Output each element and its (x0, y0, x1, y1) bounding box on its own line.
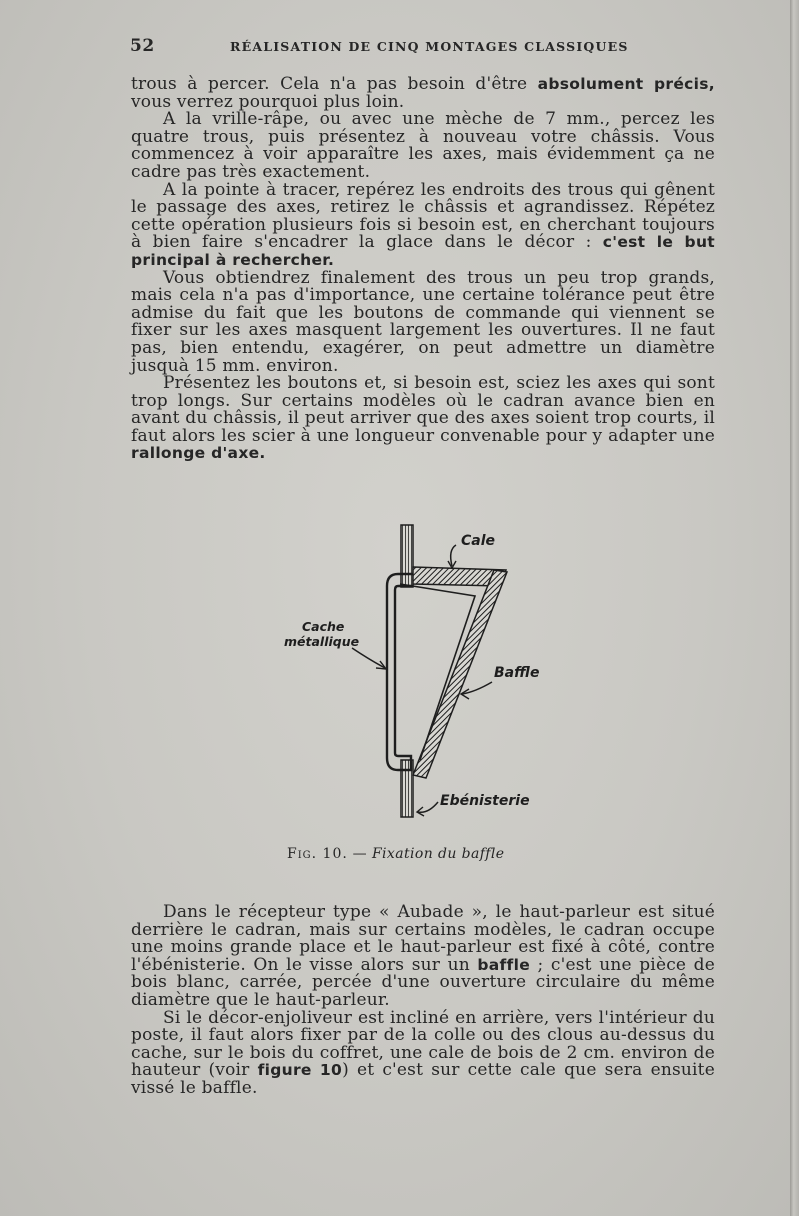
emphasis: c'est le but principal à rechercher. (131, 233, 715, 269)
paragraph: Vous obtiendrez finalement des trous un peu trop grands, mais cela n'a pas d'importance, une certaine tolérance peut être admise du fait que les boutons de commande qui viennent se fixer sur les axes masquent largement les ouvertures. Il ne faut pas, bien entendu, exagérer, on peut admettre un diamètre jusquà 15 mm. environ. (131, 267, 715, 376)
label-baffle: Baffle (494, 665, 540, 681)
page-header (130, 36, 720, 58)
page-number: 52 (130, 36, 155, 56)
figure-baffle-mounting (270, 520, 570, 830)
emphasis: rallonge d'axe. (131, 444, 266, 463)
cache-leader (352, 648, 385, 668)
page-edge (790, 0, 799, 1216)
baffle-leader (462, 682, 492, 694)
caption-number: Fig. 10. (287, 846, 348, 862)
emphasis: figure 10 (257, 1061, 343, 1080)
label-ebenisterie: Ebénisterie (440, 793, 530, 809)
emphasis: absolument précis, (537, 75, 715, 93)
cabinet-wall-upper (401, 525, 413, 587)
text-block-bottom (131, 904, 715, 1098)
paragraph: Présentez les boutons et, si besoin est, sciez les axes qui sont trop longs. Sur certains modèles où le cadran avance bien en avant du châssis, il peut arriver que des axes soient trop courts, il faut alors les scier à une longueur convenable pour y adapter une rallonge d'axe. (131, 373, 716, 463)
ebenisterie-leader (418, 802, 438, 812)
paragraph: Dans le récepteur type « Aubade », le haut-parleur est situé derrière le cadran, mais sur certains modèles, le cadran occupe une moins grande place et le haut-parleur est fixé à côté, contre l'ébénisterie. On le visse alors sur un baffle ; c'est une pièce de bois blanc, carrée, percée d'une ouverture circulaire du même diamètre que le haut-parleur. (131, 902, 715, 1010)
paragraph: A la pointe à tracer, repérez les endroits des trous qui gênent le passage des axes, retirez le châssis et agrandissez. Répétez cette opération plusieurs fois si besoin est, en cherchant toujours à bien faire s'encadrer la glace dans le décor : c'est le but principal à rechercher. (131, 179, 715, 269)
label-cale: Cale (461, 533, 496, 549)
paragraph: A la vrille-râpe, ou avec une mèche de 7 mm., percez les quatre trous, puis présentez à nouveau votre châssis. Vous commencez à voir apparaître les axes, mais évidemment ça ne cadre pas très exactement. (131, 109, 715, 182)
emphasis: baffle (477, 955, 531, 974)
label-cache-line1: Cache (302, 619, 345, 634)
caption-title: Fixation du baffle (371, 846, 505, 862)
running-title: RÉALISATION DE CINQ MONTAGES CLASSIQUES (230, 39, 629, 54)
label-cache-line2: métallique (284, 634, 360, 649)
paragraph: Si le décor-enjoliveur est incliné en arrière, vers l'intérieur du poste, il faut alors fixer par de la colle ou des clous au-dessus du cache, sur le bois du coffret, une cale de bois de 2 cm. environ de hauteur (voir figure 10) et c'est sur cette cale que sera ensuite vissé le baffle. (131, 1007, 715, 1098)
caption-dash: — (347, 846, 372, 862)
figure-caption (287, 846, 587, 862)
metal-cover (387, 574, 413, 770)
text-block-top (131, 76, 715, 463)
paragraph: trous à percer. Cela n'a pas besoin d'être absolument précis, vous verrez pourquoi plus loin. (131, 74, 715, 112)
baffle-board (413, 570, 507, 778)
